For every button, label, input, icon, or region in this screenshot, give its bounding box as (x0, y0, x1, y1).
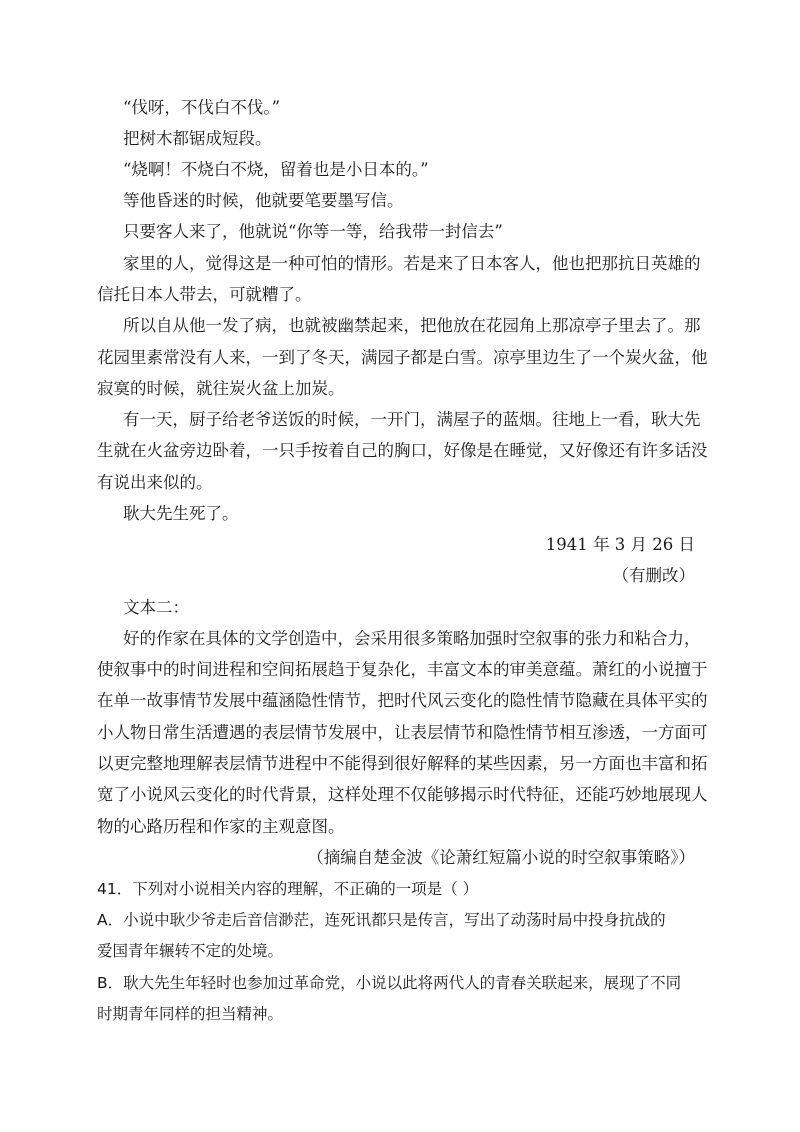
text-two-line: 在单一故事情节发展中蕴涵隐性情节，把时代风云变化的隐性情节隐藏在具体平实的 (97, 691, 708, 710)
question-option: 爱国青年辗转不定的处境。 (97, 942, 284, 960)
question-option: B．耿大先生年轻时也参加过革命党，小说以此将两代人的青春关联起来，展现了不同 (97, 974, 682, 992)
story-line: 把树木都锯成短段。 (123, 129, 272, 148)
text-two-heading: 文本二： (123, 598, 189, 617)
story-line: 有一天，厨子给老爷送饭的时候，一开门，满屋子的蓝烟。往地上一看，耿大先 (123, 410, 701, 429)
story-line: 生就在火盆旁边卧着，一只手按着自己的胸口，好像是在睡觉，又好像还有许多话没 (97, 441, 708, 460)
story-line: 有说出来似的。 (97, 473, 213, 492)
text-two-line: 宽了小说风云变化的时代背景，这样处理不仅能够揭示时代特征，还能巧妙地展现人 (97, 785, 708, 804)
story-line: 花园里素常没有人来，一到了冬天，满园子都是白雪。凉亭里边生了一个炭火盆，他 (97, 348, 708, 367)
story-line: 耿大先生死了。 (123, 504, 239, 523)
text-two-line: 好的作家在具体的文学创造中，会采用很多策略加强时空叙事的张力和粘合力， (123, 629, 701, 648)
question-option: A．小说中耿少爷走后音信渺茫，连死讯都只是传言，写出了动荡时局中投身抗战的 (97, 911, 666, 929)
story-line: 信托日本人带去，可就糟了。 (97, 285, 312, 304)
text-two-line: 使叙事中的时间进程和空间拓展趋于复杂化，丰富文本的审美意蕴。萧红的小说擅于 (97, 660, 708, 679)
story-date: 1941 年 3 月 26 日 (545, 535, 695, 554)
text-two-line: 小人物日常生活遭遇的表层情节发展中，让表层情节和隐性情节相互渗透，一方面可 (97, 723, 708, 742)
story-line: “伐呀，不伐白不伐。” (123, 98, 281, 117)
story-line: 家里的人，觉得这是一种可怕的情形。若是来了日本客人，他也把那抗日英雄的 (123, 254, 701, 273)
question-option: 时期青年同样的担当精神。 (97, 1005, 284, 1023)
story-line: “烧啊！不烧白不烧，留着也是小日本的。” (123, 160, 429, 179)
story-line: 所以自从他一发了病，也就被幽禁起来，把他放在花园角上那凉亭子里去了。那 (123, 316, 701, 335)
story-line: 只要客人来了，他就说“你等一等，给我带一封信去” (123, 222, 503, 241)
question-stem: 41．下列对小说相关内容的理解，不正确的一项是（ ） (97, 880, 479, 898)
text-two-line: 物的心路历程和作家的主观意图。 (97, 817, 345, 836)
text-two-source: （摘编自楚金波《论萧红短篇小说的时空叙事策略》） (307, 848, 695, 867)
text-two-line: 以更完整地理解表层情节进程中不能得到很好解释的某些因素，另一方面也丰富和拓 (97, 754, 708, 773)
story-note: （有删改） (612, 566, 695, 585)
story-line: 等他昏迷的时候，他就要笔要墨写信。 (123, 191, 404, 210)
story-line: 寂寞的时候，就往炭火盆上加炭。 (97, 379, 345, 398)
